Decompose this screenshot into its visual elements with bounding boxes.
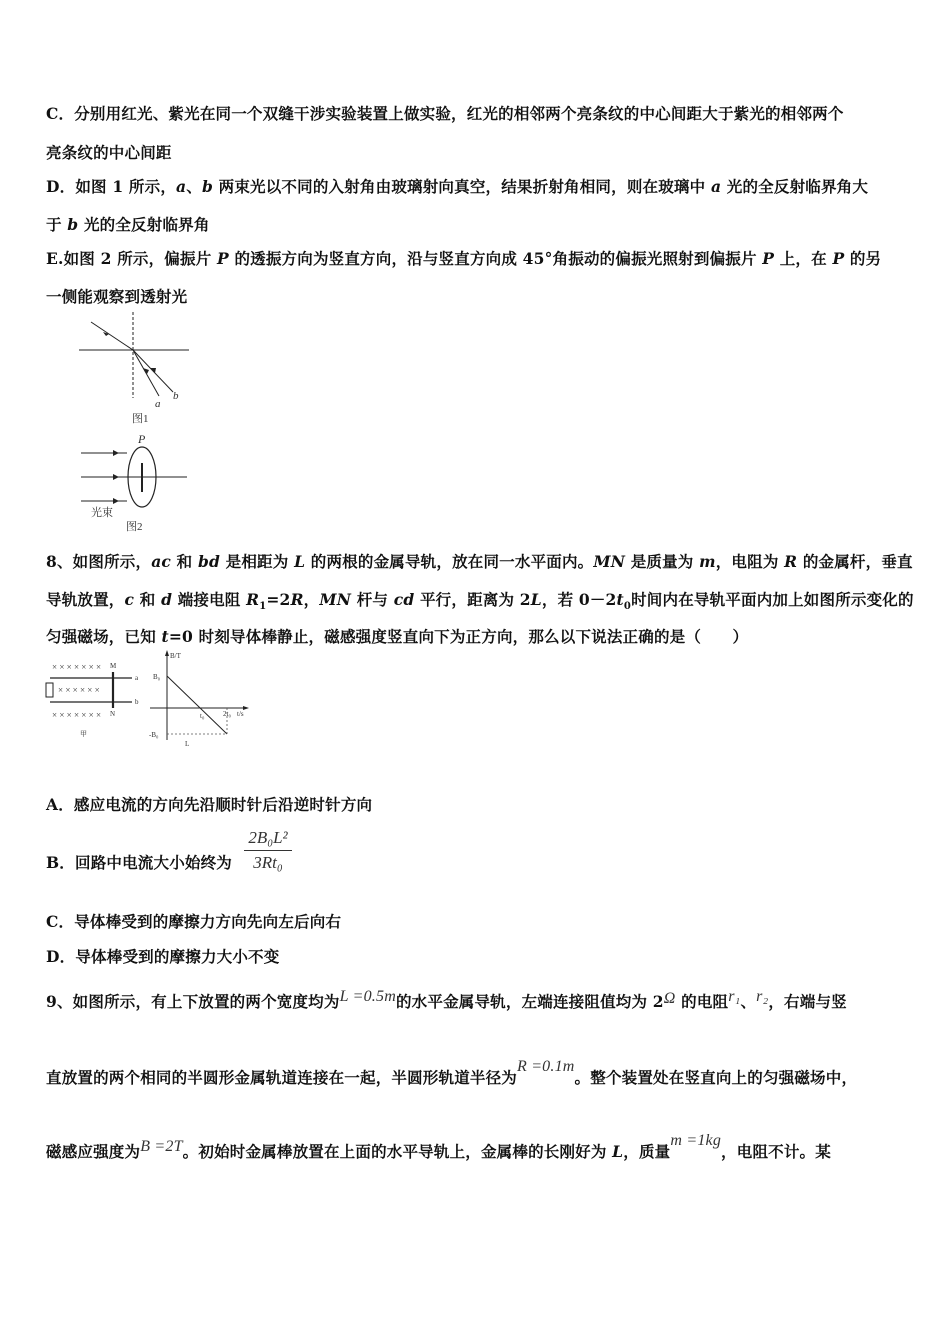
text: 的金属杆，垂直 (797, 552, 913, 571)
q8-line3 (46, 625, 748, 647)
var: ac (151, 552, 172, 571)
text: 杆与 (351, 590, 394, 609)
text: 的两根的金属导轨，放在同一水平面内。 (305, 552, 594, 571)
incident-ray (91, 322, 133, 350)
svg-text:× × × × × × ×: × × × × × × × (52, 662, 102, 672)
option-d-line2 (46, 213, 210, 235)
field-crosses (52, 662, 101, 720)
option-d-line1 (46, 175, 868, 197)
var: c (124, 590, 135, 609)
text: 是相距为 (220, 552, 295, 571)
q8-figure-bt-graph (145, 648, 255, 750)
q8-option-d: D．导体棒受到的摩擦力大小不变 (46, 947, 280, 966)
var-b: b (201, 177, 214, 196)
text: =2 (266, 590, 291, 609)
arrow-icon (113, 498, 119, 504)
option-c-line1: C．分别用红光、紫光在同一个双缝干涉实验装置上做实验，红光的相邻两个亮条纹的中心间距大于紫光的相邻两个 (46, 104, 844, 123)
b-line (167, 676, 227, 734)
var: cd (393, 590, 415, 609)
label-b: b (135, 698, 139, 706)
q8-option-c: C．导体棒受到的摩擦力方向先向左后向右 (46, 912, 342, 931)
text: 。整个装置处在竖直向上的匀强磁场中， (574, 1068, 858, 1087)
label-jia: 甲 (80, 730, 87, 738)
math-l: L =0.5m (339, 988, 396, 1005)
option-e-line2: 一侧能观察到透射光 (46, 287, 188, 306)
text: ，若 0－2 (541, 590, 617, 609)
math-ohm: Ω (663, 990, 676, 1007)
text: 的水平金属导轨，左端连接阻值均为 2 (395, 992, 664, 1011)
text: ，电阻为 (715, 552, 785, 571)
var: MN (319, 590, 352, 609)
option-e-line1 (46, 247, 881, 269)
axis-label-ts: t/s (237, 710, 244, 718)
label-neg-b0: -B₀ (149, 731, 159, 739)
figure-caption: 图1 (132, 413, 149, 425)
subscript: 1 (259, 601, 267, 613)
text: 两束光以不同的入射角由玻璃射向真空，结果折射角相同，则在玻璃中 (213, 177, 711, 196)
text: 和 (171, 552, 198, 571)
figure-caption: 图2 (126, 521, 143, 533)
q9-line1 (46, 990, 847, 1012)
option-c-line2: 亮条纹的中心间距 (46, 143, 172, 162)
var: MN (593, 552, 626, 571)
label-a: a (155, 398, 161, 410)
label-l: L (185, 740, 190, 748)
math-r: R =0.1m (517, 1058, 575, 1075)
text: ，质量 (623, 1142, 671, 1161)
arrow-icon (243, 706, 249, 710)
text: 的透振方向为竖直方向，沿与竖直方向成 45°角振动的偏振光照射到偏振片 (228, 249, 763, 268)
text: 上，在 (774, 249, 833, 268)
var-p: P (217, 249, 229, 268)
text: 磁感应强度为 (46, 1142, 141, 1161)
fraction-numerator: 2B₀L² (248, 828, 288, 847)
q9-line2 (46, 1058, 858, 1088)
var-a: a (710, 177, 722, 196)
label-b: b (173, 390, 179, 402)
fraction-bar (244, 850, 292, 851)
text: ， (303, 590, 320, 609)
text: D．如图 1 所示， (46, 177, 177, 196)
math-r1: r₁ (728, 988, 741, 1005)
text: 光的全反射临界角 (78, 215, 210, 234)
var: m (699, 552, 716, 571)
q8-option-a: A．感应电流的方向先沿顺时针后沿逆时针方向 (46, 795, 373, 814)
text: 端接电阻 (172, 590, 247, 609)
text: 、 (740, 992, 757, 1011)
text: ，电阻不计。某 (721, 1142, 831, 1161)
label-t0: t₀ (200, 712, 205, 720)
label-n: N (110, 710, 116, 718)
arrow-icon (150, 368, 156, 373)
var: R (246, 590, 260, 609)
var-b: b (67, 215, 79, 234)
label-p: P (138, 432, 146, 446)
var-p: P (832, 249, 845, 268)
q8-line2 (46, 588, 914, 612)
fraction-denominator: 3Rt₀ (253, 853, 283, 872)
math-r2: r₂ (756, 988, 769, 1005)
text: 8、如图所示， (46, 552, 152, 571)
arrow-icon (165, 650, 169, 656)
var: R (784, 552, 798, 571)
text: 的另 (844, 249, 882, 268)
figure-2-polarizer (75, 430, 200, 535)
text: =0 时刻导体棒静止，磁感强度竖直向下为正方向，那么以下说法正确的是（ ） (168, 627, 749, 646)
var: R (290, 590, 304, 609)
figure-1-refraction (75, 312, 195, 430)
text: ，右端与竖 (768, 992, 847, 1011)
text: 于 (46, 215, 68, 234)
axis-label-bt: B/T (170, 652, 181, 660)
fraction-current (244, 828, 292, 873)
svg-text:× × × × × ×: × × × × × × (58, 685, 100, 695)
q8-option-b: B．回路中电流大小始终为 (46, 853, 233, 872)
text: 。初始时金属棒放置在上面的水平导轨上，金属棒的长刚好为 (182, 1142, 613, 1161)
text: 光的全反射临界角大 (721, 177, 869, 196)
svg-text:× × × × × × ×: × × × × × × × (52, 710, 102, 720)
label-a: a (135, 674, 139, 682)
var: L (530, 590, 542, 609)
resistor-r1 (46, 683, 53, 697)
text: E.如图 2 所示，偏振片 (46, 249, 217, 268)
text: 9、如图所示，有上下放置的两个宽度均为 (46, 992, 340, 1011)
text: 是质量为 (625, 552, 700, 571)
text: 、 (186, 177, 202, 196)
beam-label: 光束 (91, 507, 113, 519)
math-b: B =2T (140, 1138, 183, 1155)
text: 导轨放置， (46, 590, 125, 609)
text: 时间内在导轨平面内加上如图所示变化的 (631, 590, 914, 609)
text: 匀强磁场，已知 (46, 627, 162, 646)
var: L (294, 552, 306, 571)
var: t (616, 590, 624, 609)
label-m: M (110, 662, 117, 670)
q9-line3 (46, 1132, 831, 1162)
subscript: 0 (623, 601, 632, 613)
arrow-icon (113, 450, 119, 456)
label-2t0: 2t₀ (223, 710, 231, 718)
text: 平行，距离为 2 (414, 590, 531, 609)
var-p: P (762, 249, 775, 268)
text: 直放置的两个相同的半圆形金属轨道连接在一起，半圆形轨道半径为 (46, 1068, 518, 1087)
var: t (161, 627, 169, 646)
var: bd (197, 552, 221, 571)
var: d (161, 590, 173, 609)
q8-figure-rails (40, 658, 150, 738)
text: 的电阻 (675, 992, 729, 1011)
math-m: m =1kg (670, 1132, 722, 1149)
label-b0: B₀ (153, 673, 161, 681)
text: 和 (134, 590, 162, 609)
var-a: a (176, 177, 187, 196)
var: L (612, 1142, 624, 1161)
arrow-icon (113, 474, 119, 480)
q8-line1 (46, 550, 913, 572)
